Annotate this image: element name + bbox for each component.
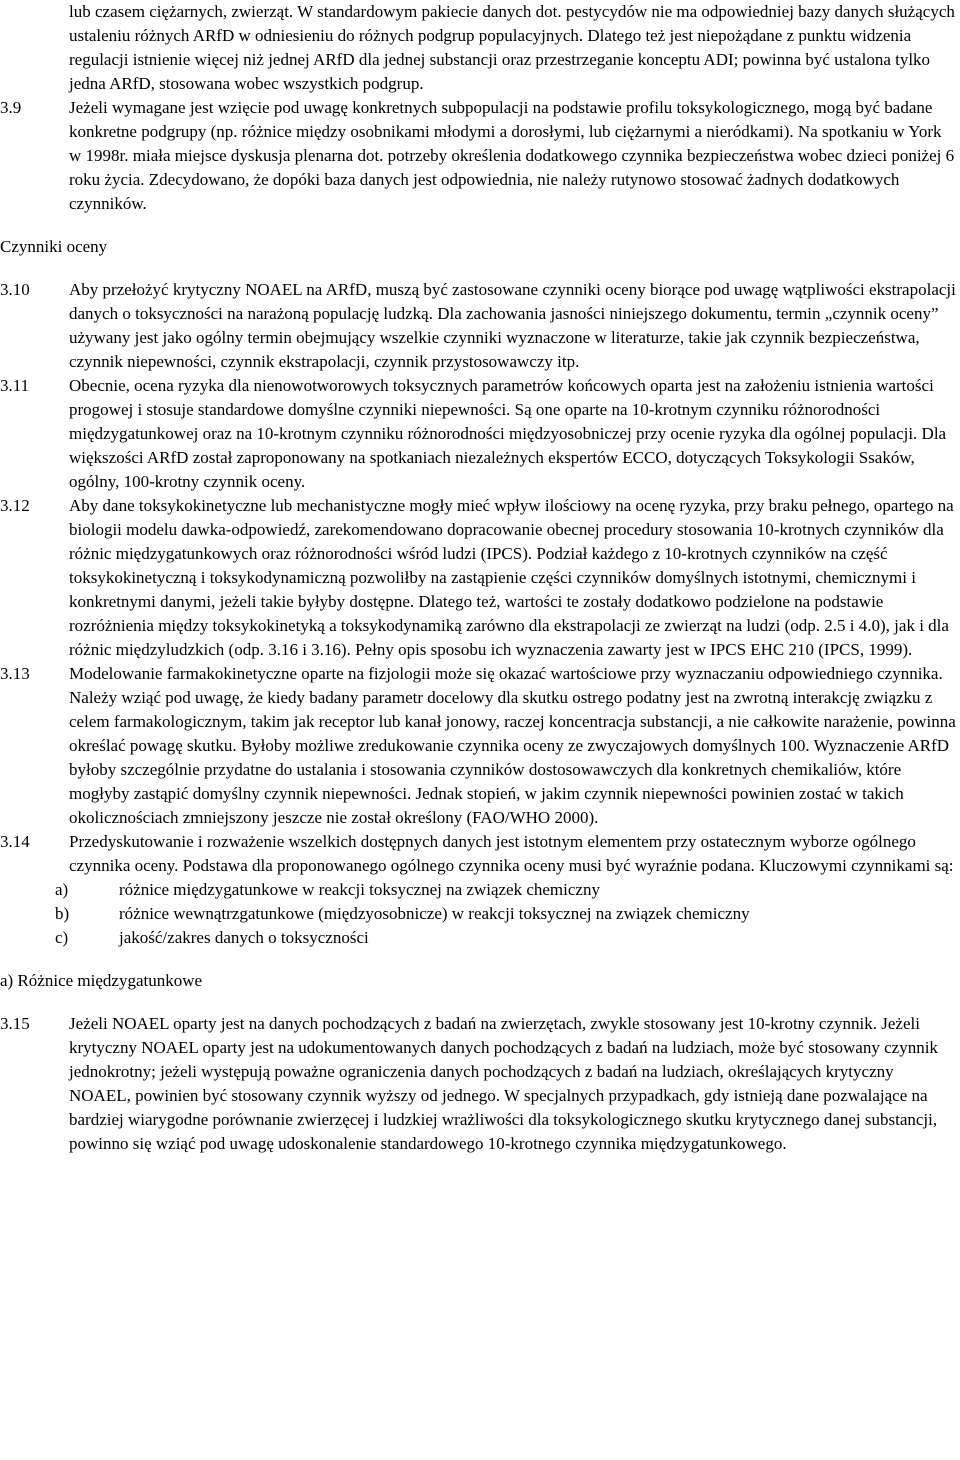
section-heading-roznice-miedzygatunkowe: a) Różnice międzygatunkowe: [0, 971, 203, 990]
paragraph-text: Jeżeli wymagane jest wzięcie pod uwagę konkretnych subpopulacji na podstawie profilu toksykologicznego, mogą być badane konkretne podgrupy (np. różnice między osobnikami młodymi a dorosłymi, lub ciężarnymi a nieródkami). Na spotkaniu w York w 1998r. miała miejsce dyskusja plenarna dot. potrzeby określenia dodatkowego czynnika bezpieczeństwa wobec dzieci poniżej 6 roku życia. Zdecydowano, że dopóki baza danych jest odpowiednia, nie należy rutynowo stosować żadnych dodatkowych czynników.: [69, 98, 955, 213]
paragraph-number: 3.12: [0, 496, 30, 515]
list-item-marker: b): [55, 904, 70, 923]
list-item-text: różnice wewnątrzgatunkowe (międzyosobnicze) w reakcji toksycznej na związek chemiczny: [119, 904, 750, 923]
paragraph-3-11: [0, 374, 956, 494]
paragraph-number: 3.10: [0, 280, 30, 299]
list-item: [55, 902, 960, 926]
paragraph-3-13: [0, 662, 956, 830]
paragraph-3-10: [0, 278, 956, 374]
list-item: [55, 878, 960, 902]
list-item-marker: c): [55, 928, 69, 947]
paragraph-text: Jeżeli NOAEL oparty jest na danych pochodzących z badań na zwierzętach, zwykle stosowany jest 10-krotny czynnik. Jeżeli krytyczny NOAEL oparty jest na udokumentowanych danych pochodzących z badań na ludziach, może być stosowany czynnik jednokrotny; jeżeli występują poważne ograniczenia danych pochodzących z badań na ludziach, określających krytyczny NOAEL, powinien być stosowany czynnik wyższy od jednego. W specjalnych przypadkach, gdy istnieją dane pozwalające na bardziej wiarygodne porównanie zwierzęcej i ludzkiej wrażliwości dla toksykologicznego skutku krytycznego danej substancji, powinno się wziąć pod uwagę udoskonalenie standardowego 10-krotnego czynnika międzygatunkowego.: [69, 1014, 938, 1153]
paragraph-3-14: [0, 830, 956, 878]
paragraph-text: Aby dane toksykokinetyczne lub mechanistyczne mogły mieć wpływ ilościowy na ocenę ryzyka, przy braku pełnego, opartego na biologii modelu dawka-odpowiedź, zarekomendowano dopracowanie obecnej procedury stosowania 10-krotnych czynników dla różnic międzygatunkowych oraz różnorodności wśród ludzi (IPCS). Podział każdego z 10-krotnych czynników na część toksykokinetyczną i toksykodynamiczną pozwoliłby na zastąpienie części czynników domyślnych istotnymi, chemicznymi i konkretnymi danymi, jeżeli takie byłyby dostępne. Dlatego też, wartości te zostały dodatkowo podzielone na podstawie rozróżnienia między toksykokinetyką a toksykodynamiką zarówno dla ekstrapolacji ze zwierząt na ludzi (odp. 2.5 i 4.0), jak i dla różnic międzyludzkich (odp. 3.16 i 3.16). Pełny opis sposobu ich wyznaczenia zawarty jest w IPCS EHC 210 (IPCS, 1999).: [69, 496, 954, 659]
paragraph-text: Obecnie, ocena ryzyka dla nienowotworowych toksycznych parametrów końcowych oparta jest na założeniu istnienia wartości progowej i stosuje standardowe domyślne czynniki niepewności. Są one oparte na 10-krotnym czynniku różnorodności międzygatunkowej oraz na 10-krotnym czynniku różnorodności międzyosobniczej przy ocenie ryzyka dla ogólnej populacji. Dla większości ARfD został zaproponowany na spotkaniach niezależnych ekspertów ECCO, dotyczących Toksykologii Ssaków, ogólny, 100-krotny czynnik oceny.: [69, 376, 947, 491]
intro-paragraph: lub czasem ciężarnych, zwierząt. W standardowym pakiecie danych dot. pestycydów nie ma odpowiedniej bazy danych służących ustaleniu różnych ARfD w odniesieniu do różnych podgrup populacyjnych. Dlatego też jest niepożądane z punktu widzenia regulacji istnienie więcej niż jednej ARfD dla jednej substancji oraz przestrzeganie konceptu ADI; powinna być ustalona tylko jedna ARfD, stosowana wobec wszystkich podgrup.: [69, 2, 955, 93]
paragraph-text: Modelowanie farmakokinetyczne oparte na fizjologii może się okazać wartościowe przy wyznaczaniu odpowiedniego czynnika. Należy wziąć pod uwagę, że kiedy badany parametr docelowy dla skutku ostrego podatny jest na zwrotną interakcję związku z celem farmakologicznym, takim jak receptor lub kanał jonowy, raczej koncentracja substancji, a nie całkowite narażenie, powinna określać powagę skutku. Byłoby możliwe zredukowanie czynnika oceny ze zwyczajowych domyślnych 100. Wyznaczenie ARfD byłoby szczególnie przydatne do ustalania i stosowania czynników dostosowawczych dla konkretnych chemikaliów, które mogłyby zastąpić domyślny czynnik niepewności. Jednak stopień, w jakim czynnik niepewności powinien zostać w takich okolicznościach zmniejszony jeszcze nie został określony (FAO/WHO 2000).: [69, 664, 956, 827]
section-heading-czynniki-oceny: Czynniki oceny: [0, 237, 108, 256]
paragraph-number: 3.14: [0, 832, 30, 851]
list-item-text: różnice międzygatunkowe w reakcji toksycznej na związek chemiczny: [119, 880, 600, 899]
paragraph-text: Aby przełożyć krytyczny NOAEL na ARfD, muszą być zastosowane czynniki oceny biorące pod uwagę wątpliwości ekstrapolacji danych o toksyczności na narażoną populację ludzką. Dla zachowania jasności niniejszego dokumentu, termin „czynnik oceny” używany jest jako ogólny termin obejmujący wszelkie czynniki wyznaczone w literaturze, takie jak czynnik bezpieczeństwa, czynnik niepewności, czynnik ekstrapolacji, czynnik przystosowawczy itp.: [69, 280, 956, 371]
key-factors-list: [0, 878, 960, 950]
paragraph-number: 3.15: [0, 1014, 30, 1033]
paragraph-number: 3.9: [0, 98, 22, 117]
paragraph-3-9: [0, 96, 956, 216]
paragraph-text-main: Przedyskutowanie i rozważenie wszelkich dostępnych danych jest istotnym elementem przy ostatecznym wyborze ogólnego czynnika oceny. Podstawa dla proponowanego ogólnego czynnika oceny musi być wyraźnie podana. Kluczowymi czynnikami są:: [69, 832, 954, 875]
list-item: [55, 926, 960, 950]
paragraph-number: 3.11: [0, 376, 30, 395]
list-item-marker: a): [55, 880, 69, 899]
paragraph-text: [69, 830, 956, 878]
paragraph-3-12: [0, 494, 956, 662]
paragraph-number: 3.13: [0, 664, 30, 683]
list-item-text: jakość/zakres danych o toksyczności: [119, 928, 369, 947]
paragraph-3-15: [0, 1012, 956, 1156]
